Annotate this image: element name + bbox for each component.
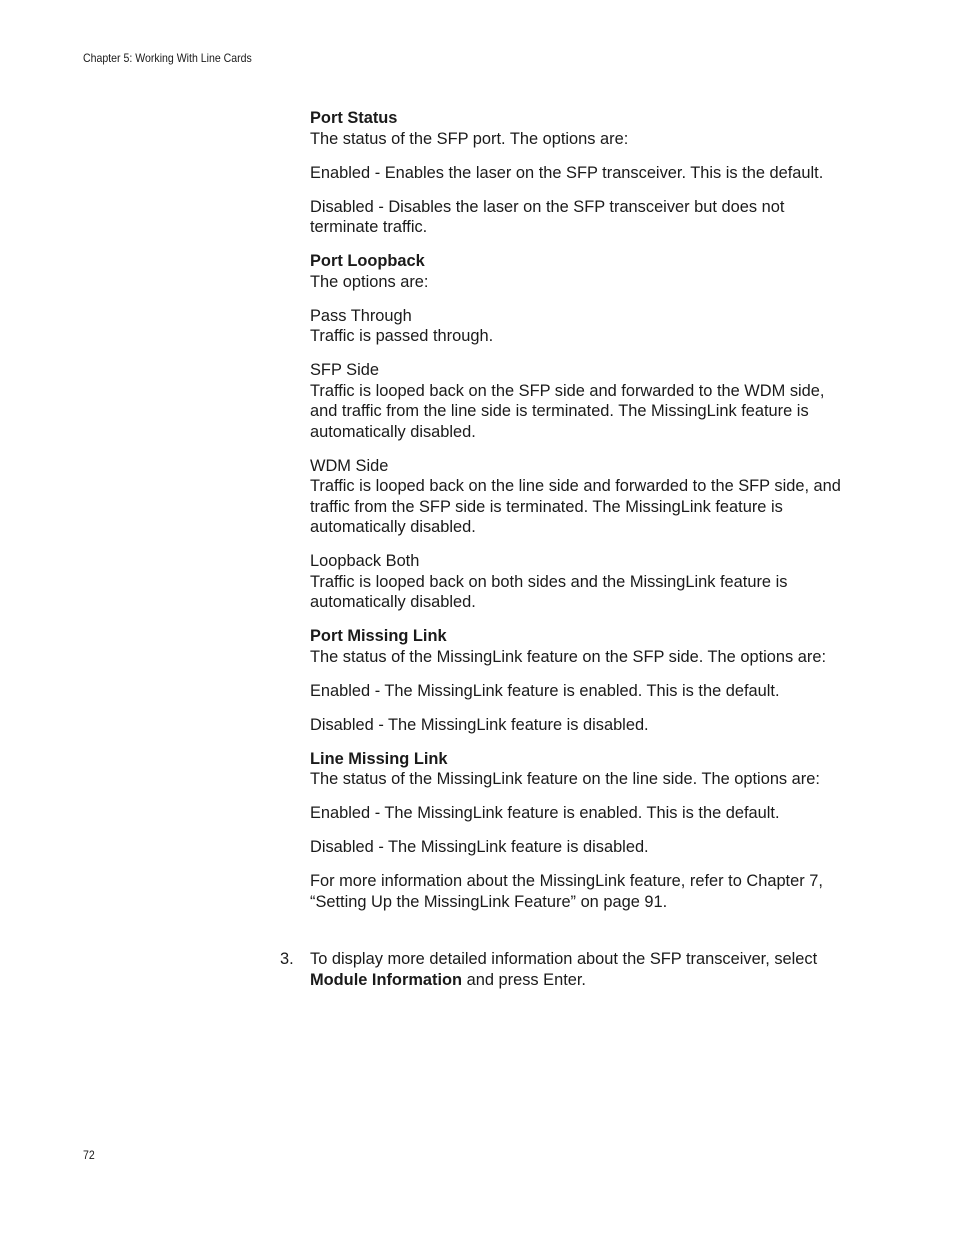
step-text-after: and press Enter. <box>462 970 586 989</box>
loopback-option-description: Traffic is looped back on both sides and the MissingLink feature is automatically disabled. <box>310 572 788 611</box>
loopback-option-name: SFP Side <box>310 361 379 379</box>
port-status-description: The status of the SFP port. The options are: <box>310 129 629 148</box>
port-missing-link-description: The status of the MissingLink feature on the SFP side. The options are: <box>310 647 826 666</box>
loopback-option <box>310 360 846 442</box>
port-missing-link-section <box>310 626 846 667</box>
port-missing-link-term: Port Missing Link <box>310 627 447 645</box>
line-missing-link-section <box>310 749 846 790</box>
loopback-option-name: Pass Through <box>310 306 412 325</box>
more-info-paragraph: For more information about the MissingLink feature, refer to Chapter 7, “Setting Up the MissingLink Feature” on page 91. <box>310 872 823 911</box>
line-missing-link-description: The status of the MissingLink feature on the line side. The options are: <box>310 770 820 788</box>
loopback-option <box>310 456 846 538</box>
running-header: Chapter 5: Working With Line Cards <box>83 51 252 65</box>
step-text <box>310 949 846 990</box>
port-status-term: Port Status <box>310 109 398 127</box>
loopback-option-description: Traffic is passed through. <box>310 327 494 345</box>
step-3 <box>280 949 846 990</box>
port-loopback-description: The options are: <box>310 272 429 291</box>
step-text-before: To display more detailed information about the SFP transceiver, select <box>310 950 818 968</box>
port-loopback-section <box>310 251 846 292</box>
loopback-option-name: Loopback Both <box>310 552 420 570</box>
loopback-option <box>310 306 846 347</box>
line-missing-link-term: Line Missing Link <box>310 749 448 768</box>
line-missing-link-enabled: Enabled - The MissingLink feature is enabled. This is the default. <box>310 804 780 822</box>
loopback-option-description: Traffic is looped back on the SFP side and forwarded to the WDM side, and traffic from the line side is terminated. The MissingLink feature is automatically disabled. <box>310 381 825 441</box>
step-number: 3. <box>280 950 294 968</box>
port-status-disabled: Disabled - Disables the laser on the SFP transceiver but does not terminate traffic. <box>310 197 785 236</box>
loopback-option-name: WDM Side <box>310 456 389 475</box>
main-content <box>310 108 846 926</box>
page-number: 72 <box>83 1148 95 1162</box>
module-information-term: Module Information <box>310 970 463 989</box>
loopback-option <box>310 551 846 613</box>
port-status-enabled: Enabled - Enables the laser on the SFP transceiver. This is the default. <box>310 163 824 182</box>
port-missing-link-enabled: Enabled - The MissingLink feature is enabled. This is the default. <box>310 681 780 700</box>
port-status-section <box>310 108 846 149</box>
loopback-option-description: Traffic is looped back on the line side and forwarded to the SFP side, and traffic from the SFP side is terminated. The MissingLink feature is automatically disabled. <box>310 477 841 536</box>
port-missing-link-disabled: Disabled - The MissingLink feature is disabled. <box>310 715 649 734</box>
line-missing-link-disabled: Disabled - The MissingLink feature is disabled. <box>310 838 649 856</box>
port-loopback-term: Port Loopback <box>310 252 425 270</box>
